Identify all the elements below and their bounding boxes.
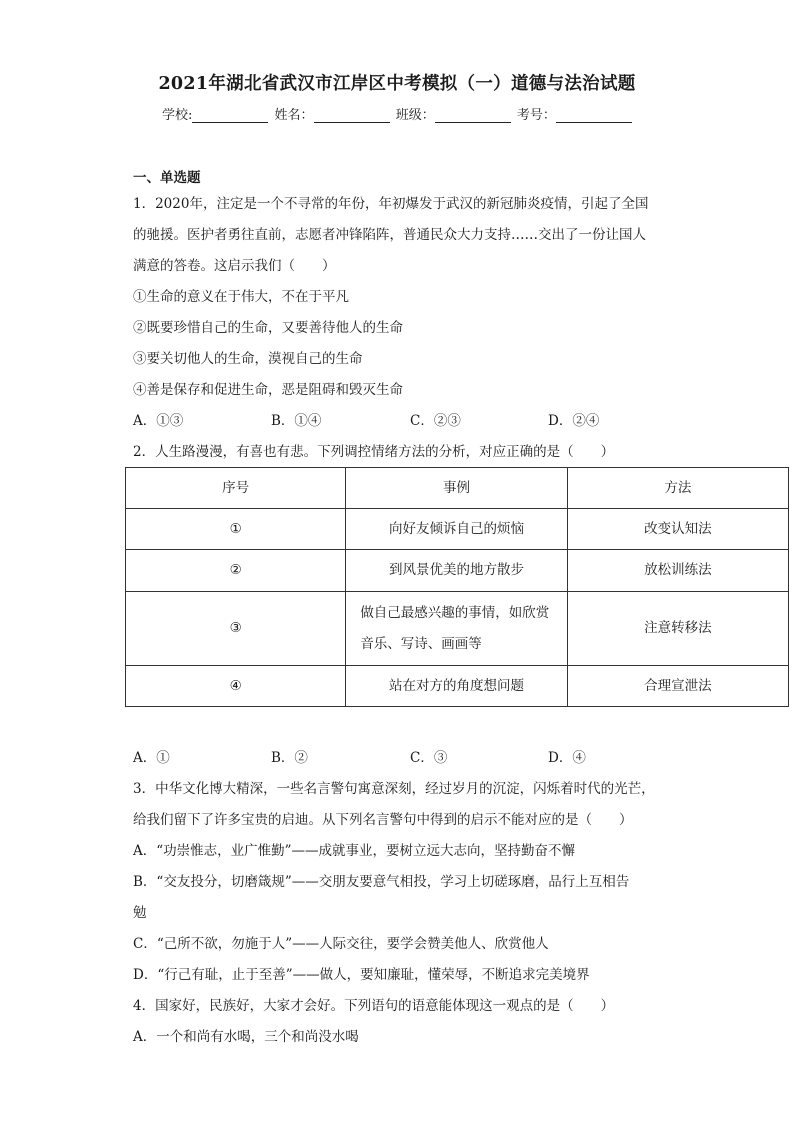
table-header-cell: 序号 <box>126 468 346 509</box>
q1-option-c: C．②③ <box>410 413 461 429</box>
name-label: 姓名： <box>274 108 314 123</box>
class-label: 班级： <box>395 108 435 123</box>
table-row <box>126 592 789 666</box>
exam-no-blank <box>556 110 632 123</box>
page-title: 2021年湖北省武汉市江岸区中考模拟（一）道德与法治试题 <box>158 74 636 94</box>
q1-statement: ③要关切他人的生命，漠视自己的生命 <box>133 351 363 367</box>
school-blank <box>192 110 268 123</box>
q2-table <box>125 467 789 707</box>
q2-option-a: A．① <box>133 750 170 766</box>
q1-statement: ①生命的意义在于伟大，不在于平凡 <box>133 289 349 305</box>
q3-option-a: A．“功崇惟志，业广惟勤”——成就事业，要树立远大志向，坚持勤奋不懈 <box>133 843 576 859</box>
table-header-cell: 事例 <box>346 468 567 509</box>
table-cell: ② <box>126 550 346 592</box>
table-row <box>126 550 789 592</box>
section-title: 一、单选题 <box>133 170 201 186</box>
q3-option-b-cont: 勉 <box>133 905 147 921</box>
q1-option-a: A．①③ <box>133 413 184 429</box>
table-row <box>126 666 789 707</box>
table-cell: 合理宣泄法 <box>567 666 788 707</box>
class-blank <box>435 110 511 123</box>
q2-option-c: C．③ <box>410 750 448 766</box>
q1-option-d: D．②④ <box>548 413 600 429</box>
table-cell: 注意转移法 <box>567 592 788 666</box>
table-cell: 到风景优美的地方散步 <box>346 550 567 592</box>
q3-line: 3．中华文化博大精深，一些名言警句寓意深刻，经过岁月的沉淀，闪烁着时代的光芒， <box>133 781 655 797</box>
q1-line: 的驰援。医护者勇往直前，志愿者冲锋陷阵，普通民众大力支持……交出了一份让国人 <box>133 227 646 243</box>
table-header-row <box>126 468 789 509</box>
table-cell: 改变认知法 <box>567 509 788 550</box>
table-cell: ③ <box>126 592 346 666</box>
table-cell: 站在对方的角度想问题 <box>346 666 567 707</box>
table-cell: ① <box>126 509 346 550</box>
table-cell: 放松训练法 <box>567 550 788 592</box>
q3-option-d: D．“行己有耻，止于至善”——做人，要知廉耻，懂荣辱，不断追求完美境界 <box>133 967 590 983</box>
table-cell: 向好友倾诉自己的烦恼 <box>346 509 567 550</box>
school-label: 学校: <box>162 108 193 123</box>
q3-line: 给我们留下了许多宝贵的启迪。从下列名言警句中得到的启示不能对应的是（ ） <box>133 812 633 828</box>
q1-option-b: B．①④ <box>271 413 322 429</box>
table-header-cell: 方法 <box>567 468 788 509</box>
q3-option-c: C．“己所不欲，勿施于人”——人际交往，要学会赞美他人、欣赏他人 <box>133 936 549 952</box>
q4-option-a: A．一个和尚有水喝，三个和尚没水喝 <box>133 1029 359 1045</box>
q1-statement: ④善是保存和促进生命，恶是阻碍和毁灭生命 <box>133 382 403 398</box>
q1-line: 满意的答卷。这启示我们（ ） <box>133 258 336 274</box>
q1-line: 1．2020年，注定是一个不寻常的年份，年初爆发于武汉的新冠肺炎疫情，引起了全国 <box>133 196 649 212</box>
q1-statement: ②既要珍惜自己的生命，又要善待他人的生命 <box>133 320 403 336</box>
q2-stem: 2．人生路漫漫，有喜也有悲。下列调控情绪方法的分析，对应正确的是（ ） <box>133 444 615 460</box>
table-cell: ④ <box>126 666 346 707</box>
name-blank <box>314 110 390 123</box>
table-cell: 做自己最感兴趣的事情，如欣赏音乐、写诗、画画等 <box>346 592 567 666</box>
q2-option-b: B．② <box>271 750 308 766</box>
q3-option-b: B．“交友投分，切磨箴规”——交朋友要意气相投，学习上切磋琢磨，品行上互相告 <box>133 874 630 890</box>
q2-option-d: D．④ <box>548 750 586 766</box>
student-info-line <box>162 104 634 123</box>
table-row <box>126 509 789 550</box>
q4-stem: 4．国家好，民族好，大家才会好。下列语句的语意能体现这一观点的是（ ） <box>133 998 615 1014</box>
exam-no-label: 考号： <box>516 108 556 123</box>
